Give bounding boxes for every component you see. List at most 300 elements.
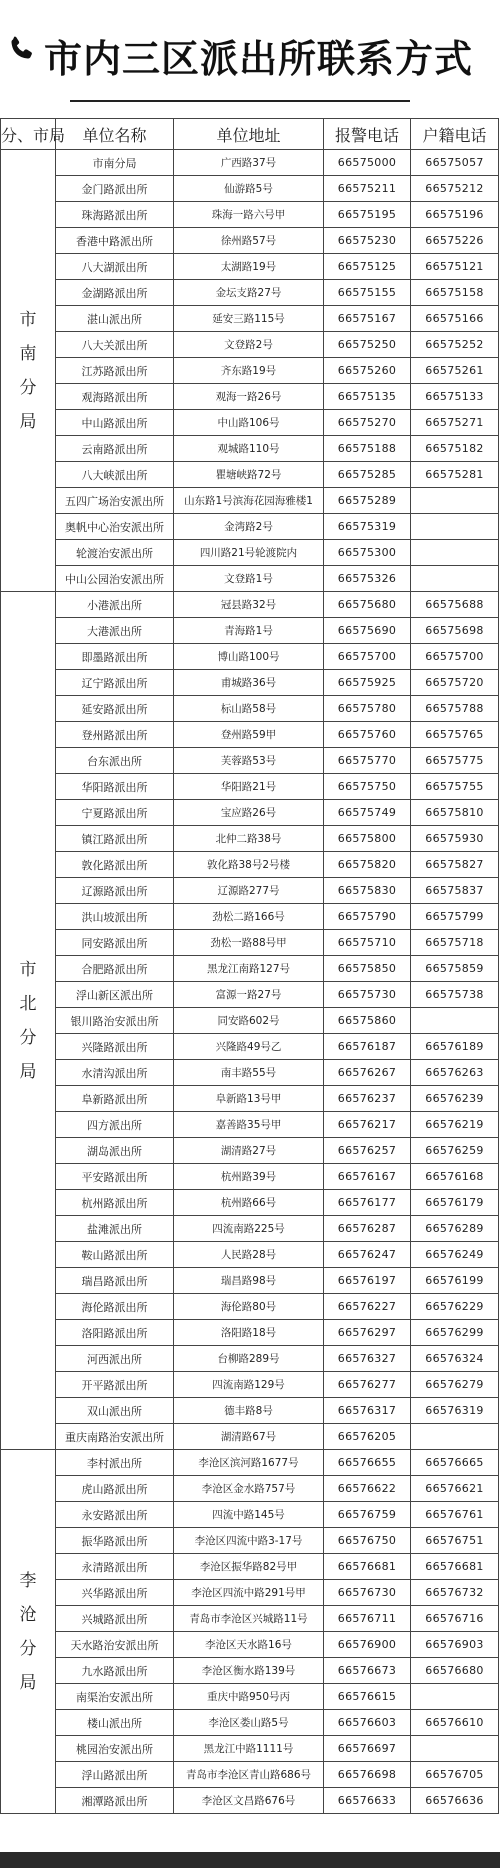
household-phone bbox=[411, 1736, 499, 1762]
table-row bbox=[1, 1762, 499, 1788]
household-phone: 66575930 bbox=[411, 826, 499, 852]
household-phone: 66576665 bbox=[411, 1450, 499, 1476]
household-phone: 66575121 bbox=[411, 254, 499, 280]
station-name: 香港中路派出所 bbox=[56, 228, 174, 254]
station-address: 重庆中路950号丙 bbox=[174, 1684, 324, 1710]
station-name: 镇江路派出所 bbox=[56, 826, 174, 852]
station-address: 四流南路129号 bbox=[174, 1372, 324, 1398]
household-phone: 66575810 bbox=[411, 800, 499, 826]
alarm-phone: 66575155 bbox=[324, 280, 411, 306]
table-row bbox=[1, 826, 499, 852]
table-row bbox=[1, 722, 499, 748]
district-name: 市北分局 bbox=[1, 592, 56, 1450]
alarm-phone: 66576197 bbox=[324, 1268, 411, 1294]
household-phone: 66575212 bbox=[411, 176, 499, 202]
table-row bbox=[1, 228, 499, 254]
station-name: 九水路派出所 bbox=[56, 1658, 174, 1684]
household-phone: 66576716 bbox=[411, 1606, 499, 1632]
station-address: 齐东路19号 bbox=[174, 358, 324, 384]
station-name: 八大峡派出所 bbox=[56, 462, 174, 488]
household-phone: 66575799 bbox=[411, 904, 499, 930]
household-phone: 66575166 bbox=[411, 306, 499, 332]
phone-icon bbox=[6, 34, 36, 64]
table-row bbox=[1, 1424, 499, 1450]
table-row bbox=[1, 1268, 499, 1294]
alarm-phone: 66576603 bbox=[324, 1710, 411, 1736]
alarm-phone: 66576257 bbox=[324, 1138, 411, 1164]
station-address: 冠县路32号 bbox=[174, 592, 324, 618]
table-row bbox=[1, 696, 499, 722]
alarm-phone: 66575790 bbox=[324, 904, 411, 930]
station-address: 李沧区振华路82号甲 bbox=[174, 1554, 324, 1580]
alarm-phone: 66575749 bbox=[324, 800, 411, 826]
alarm-phone: 66575230 bbox=[324, 228, 411, 254]
table-row bbox=[1, 1658, 499, 1684]
station-name: 水清沟派出所 bbox=[56, 1060, 174, 1086]
alarm-phone: 66576327 bbox=[324, 1346, 411, 1372]
page-title: 市内三区派出所联系方式 bbox=[44, 37, 474, 81]
station-address: 富源一路27号 bbox=[174, 982, 324, 1008]
station-name: 延安路派出所 bbox=[56, 696, 174, 722]
station-name: 同安路派出所 bbox=[56, 930, 174, 956]
station-address: 李沧区天水路16号 bbox=[174, 1632, 324, 1658]
household-phone: 66575158 bbox=[411, 280, 499, 306]
alarm-phone: 66575925 bbox=[324, 670, 411, 696]
household-phone: 66575837 bbox=[411, 878, 499, 904]
household-phone bbox=[411, 514, 499, 540]
station-name: 金门路派出所 bbox=[56, 176, 174, 202]
station-name: 湖岛派出所 bbox=[56, 1138, 174, 1164]
station-address: 兴隆路49号乙 bbox=[174, 1034, 324, 1060]
station-address: 瞿塘峡路72号 bbox=[174, 462, 324, 488]
station-name: 大港派出所 bbox=[56, 618, 174, 644]
station-address: 李沧区四流中路291号甲 bbox=[174, 1580, 324, 1606]
alarm-phone: 66576287 bbox=[324, 1216, 411, 1242]
station-name: 杭州路派出所 bbox=[56, 1190, 174, 1216]
household-phone bbox=[411, 1684, 499, 1710]
alarm-phone: 66576267 bbox=[324, 1060, 411, 1086]
table-row bbox=[1, 904, 499, 930]
station-name: 八大湖派出所 bbox=[56, 254, 174, 280]
alarm-phone: 66575300 bbox=[324, 540, 411, 566]
station-name: 奥帆中心治安派出所 bbox=[56, 514, 174, 540]
station-name: 楼山派出所 bbox=[56, 1710, 174, 1736]
station-address: 敦化路38号2号楼 bbox=[174, 852, 324, 878]
alarm-phone: 66575750 bbox=[324, 774, 411, 800]
table-row bbox=[1, 1034, 499, 1060]
table-row bbox=[1, 1112, 499, 1138]
alarm-phone: 66576711 bbox=[324, 1606, 411, 1632]
alarm-phone: 66576655 bbox=[324, 1450, 411, 1476]
table-row bbox=[1, 1606, 499, 1632]
household-phone bbox=[411, 1424, 499, 1450]
alarm-phone: 66575700 bbox=[324, 644, 411, 670]
household-phone: 66576680 bbox=[411, 1658, 499, 1684]
table-row bbox=[1, 1164, 499, 1190]
household-phone: 66575827 bbox=[411, 852, 499, 878]
table-row bbox=[1, 930, 499, 956]
station-address: 瑞昌路98号 bbox=[174, 1268, 324, 1294]
station-name: 银川路治安派出所 bbox=[56, 1008, 174, 1034]
station-name: 永安路派出所 bbox=[56, 1502, 174, 1528]
alarm-phone: 66575167 bbox=[324, 306, 411, 332]
table-row bbox=[1, 254, 499, 280]
table-row bbox=[1, 1216, 499, 1242]
station-address: 湖清路27号 bbox=[174, 1138, 324, 1164]
table-row bbox=[1, 670, 499, 696]
alarm-phone: 66576697 bbox=[324, 1736, 411, 1762]
alarm-phone: 66575125 bbox=[324, 254, 411, 280]
station-address: 李沧区娄山路5号 bbox=[174, 1710, 324, 1736]
alarm-phone: 66575730 bbox=[324, 982, 411, 1008]
household-phone: 66575698 bbox=[411, 618, 499, 644]
station-address: 仙游路5号 bbox=[174, 176, 324, 202]
table-row bbox=[1, 1710, 499, 1736]
header bbox=[0, 0, 500, 114]
station-address: 华阳路21号 bbox=[174, 774, 324, 800]
station-name: 洛阳路派出所 bbox=[56, 1320, 174, 1346]
station-address: 李沧区文昌路676号 bbox=[174, 1788, 324, 1814]
station-name: 兴华路派出所 bbox=[56, 1580, 174, 1606]
table-row bbox=[1, 878, 499, 904]
station-address: 四川路21号轮渡院内 bbox=[174, 540, 324, 566]
header-name: 单位名称 bbox=[56, 119, 174, 150]
table-row bbox=[1, 748, 499, 774]
table-row bbox=[1, 280, 499, 306]
table-row bbox=[1, 956, 499, 982]
station-address: 文登路1号 bbox=[174, 566, 324, 592]
station-address: 青岛市李沧区青山路686号 bbox=[174, 1762, 324, 1788]
station-name: 中山路派出所 bbox=[56, 410, 174, 436]
household-phone bbox=[411, 488, 499, 514]
station-address: 李沧区金水路757号 bbox=[174, 1476, 324, 1502]
station-address: 延安三路115号 bbox=[174, 306, 324, 332]
station-address: 嘉善路35号甲 bbox=[174, 1112, 324, 1138]
household-phone bbox=[411, 1008, 499, 1034]
station-name: 宁夏路派出所 bbox=[56, 800, 174, 826]
household-phone: 66576229 bbox=[411, 1294, 499, 1320]
alarm-phone: 66575188 bbox=[324, 436, 411, 462]
station-name: 即墨路派出所 bbox=[56, 644, 174, 670]
alarm-phone: 66576622 bbox=[324, 1476, 411, 1502]
station-name: 湛山派出所 bbox=[56, 306, 174, 332]
alarm-phone: 66576187 bbox=[324, 1034, 411, 1060]
household-phone: 66576636 bbox=[411, 1788, 499, 1814]
footer-bar bbox=[0, 1852, 500, 1868]
table-row bbox=[1, 644, 499, 670]
station-name: 桃园治安派出所 bbox=[56, 1736, 174, 1762]
table-row bbox=[1, 176, 499, 202]
alarm-phone: 66576227 bbox=[324, 1294, 411, 1320]
household-phone: 66575133 bbox=[411, 384, 499, 410]
table-row bbox=[1, 566, 499, 592]
station-name: 湘潭路派出所 bbox=[56, 1788, 174, 1814]
station-address: 四流中路145号 bbox=[174, 1502, 324, 1528]
alarm-phone: 66575260 bbox=[324, 358, 411, 384]
alarm-phone: 66575680 bbox=[324, 592, 411, 618]
household-phone: 66576324 bbox=[411, 1346, 499, 1372]
table-row bbox=[1, 1632, 499, 1658]
household-phone: 66576621 bbox=[411, 1476, 499, 1502]
household-phone: 66575226 bbox=[411, 228, 499, 254]
household-phone bbox=[411, 540, 499, 566]
household-phone: 66576732 bbox=[411, 1580, 499, 1606]
station-address: 广西路37号 bbox=[174, 150, 324, 176]
station-name: 中山公园治安派出所 bbox=[56, 566, 174, 592]
alarm-phone: 66575326 bbox=[324, 566, 411, 592]
station-name: 八大关派出所 bbox=[56, 332, 174, 358]
station-name: 河西派出所 bbox=[56, 1346, 174, 1372]
alarm-phone: 66576615 bbox=[324, 1684, 411, 1710]
household-phone: 66575196 bbox=[411, 202, 499, 228]
table-row bbox=[1, 1242, 499, 1268]
station-name: 开平路派出所 bbox=[56, 1372, 174, 1398]
station-name: 李村派出所 bbox=[56, 1450, 174, 1476]
table-row bbox=[1, 1060, 499, 1086]
table-body bbox=[1, 150, 499, 1814]
station-name: 海伦路派出所 bbox=[56, 1294, 174, 1320]
station-address: 杭州路66号 bbox=[174, 1190, 324, 1216]
household-phone: 66576681 bbox=[411, 1554, 499, 1580]
station-address: 观海一路26号 bbox=[174, 384, 324, 410]
alarm-phone: 66576247 bbox=[324, 1242, 411, 1268]
table-row bbox=[1, 384, 499, 410]
table-row bbox=[1, 1008, 499, 1034]
household-phone: 66575738 bbox=[411, 982, 499, 1008]
household-phone: 66576610 bbox=[411, 1710, 499, 1736]
table-row bbox=[1, 1450, 499, 1476]
station-address: 山东路1号滨海花园海雅楼1 bbox=[174, 488, 324, 514]
station-name: 阜新路派出所 bbox=[56, 1086, 174, 1112]
table-row bbox=[1, 982, 499, 1008]
station-name: 合肥路派出所 bbox=[56, 956, 174, 982]
alarm-phone: 66576633 bbox=[324, 1788, 411, 1814]
household-phone: 66576189 bbox=[411, 1034, 499, 1060]
table-row bbox=[1, 1086, 499, 1112]
station-address: 青岛市李沧区兴城路11号 bbox=[174, 1606, 324, 1632]
station-name: 观海路派出所 bbox=[56, 384, 174, 410]
household-phone: 66576289 bbox=[411, 1216, 499, 1242]
station-name: 洪山坡派出所 bbox=[56, 904, 174, 930]
table-row bbox=[1, 1476, 499, 1502]
alarm-phone: 66576297 bbox=[324, 1320, 411, 1346]
alarm-phone: 66576750 bbox=[324, 1528, 411, 1554]
alarm-phone: 66576217 bbox=[324, 1112, 411, 1138]
station-address: 北仲二路38号 bbox=[174, 826, 324, 852]
alarm-phone: 66576317 bbox=[324, 1398, 411, 1424]
household-phone: 66576319 bbox=[411, 1398, 499, 1424]
station-name: 瑞昌路派出所 bbox=[56, 1268, 174, 1294]
household-phone: 66575859 bbox=[411, 956, 499, 982]
station-name: 振华路派出所 bbox=[56, 1528, 174, 1554]
alarm-phone: 66575820 bbox=[324, 852, 411, 878]
table-row bbox=[1, 514, 499, 540]
household-phone: 66576705 bbox=[411, 1762, 499, 1788]
station-address: 人民路28号 bbox=[174, 1242, 324, 1268]
alarm-phone: 66575289 bbox=[324, 488, 411, 514]
alarm-phone: 66575250 bbox=[324, 332, 411, 358]
alarm-phone: 66576177 bbox=[324, 1190, 411, 1216]
station-name: 台东派出所 bbox=[56, 748, 174, 774]
table-row bbox=[1, 1190, 499, 1216]
table-row bbox=[1, 852, 499, 878]
table-row bbox=[1, 488, 499, 514]
alarm-phone: 66575770 bbox=[324, 748, 411, 774]
table-row bbox=[1, 800, 499, 826]
household-phone: 66576219 bbox=[411, 1112, 499, 1138]
station-address: 博山路100号 bbox=[174, 644, 324, 670]
table-row bbox=[1, 1372, 499, 1398]
alarm-phone: 66575319 bbox=[324, 514, 411, 540]
household-phone: 66575718 bbox=[411, 930, 499, 956]
table-row bbox=[1, 1580, 499, 1606]
station-address: 李沧区滨河路1677号 bbox=[174, 1450, 324, 1476]
station-name: 永清路派出所 bbox=[56, 1554, 174, 1580]
station-address: 文登路2号 bbox=[174, 332, 324, 358]
station-address: 观城路110号 bbox=[174, 436, 324, 462]
household-phone: 66575700 bbox=[411, 644, 499, 670]
header-address: 单位地址 bbox=[174, 119, 324, 150]
station-address: 登州路59甲 bbox=[174, 722, 324, 748]
station-name: 重庆南路治安派出所 bbox=[56, 1424, 174, 1450]
station-name: 小港派出所 bbox=[56, 592, 174, 618]
station-address: 李沧区衡水路139号 bbox=[174, 1658, 324, 1684]
household-phone: 66575775 bbox=[411, 748, 499, 774]
table-row bbox=[1, 618, 499, 644]
alarm-phone: 66575690 bbox=[324, 618, 411, 644]
alarm-phone: 66575270 bbox=[324, 410, 411, 436]
household-phone: 66576239 bbox=[411, 1086, 499, 1112]
station-address: 劲松一路88号甲 bbox=[174, 930, 324, 956]
household-phone: 66576179 bbox=[411, 1190, 499, 1216]
table-row bbox=[1, 774, 499, 800]
station-address: 辽源路277号 bbox=[174, 878, 324, 904]
station-name: 天水路治安派出所 bbox=[56, 1632, 174, 1658]
table-row bbox=[1, 1554, 499, 1580]
table-row bbox=[1, 306, 499, 332]
table-row bbox=[1, 540, 499, 566]
household-phone: 66575755 bbox=[411, 774, 499, 800]
station-name: 鞍山路派出所 bbox=[56, 1242, 174, 1268]
household-phone: 66576903 bbox=[411, 1632, 499, 1658]
household-phone: 66576168 bbox=[411, 1164, 499, 1190]
table-row bbox=[1, 1398, 499, 1424]
station-address: 金坛支路27号 bbox=[174, 280, 324, 306]
alarm-phone: 66575780 bbox=[324, 696, 411, 722]
table-header-row bbox=[1, 119, 499, 150]
alarm-phone: 66576237 bbox=[324, 1086, 411, 1112]
district-name: 市南分局 bbox=[1, 150, 56, 592]
table-row bbox=[1, 1684, 499, 1710]
alarm-phone: 66575710 bbox=[324, 930, 411, 956]
police-station-table bbox=[0, 118, 499, 1814]
alarm-phone: 66575830 bbox=[324, 878, 411, 904]
household-phone: 66575688 bbox=[411, 592, 499, 618]
station-name: 云南路派出所 bbox=[56, 436, 174, 462]
header-alarm-phone: 报警电话 bbox=[324, 119, 411, 150]
station-name: 轮渡治安派出所 bbox=[56, 540, 174, 566]
household-phone: 66576249 bbox=[411, 1242, 499, 1268]
alarm-phone: 66576673 bbox=[324, 1658, 411, 1684]
header-district: 分、市局 bbox=[1, 119, 56, 150]
household-phone: 66576199 bbox=[411, 1268, 499, 1294]
alarm-phone: 66575860 bbox=[324, 1008, 411, 1034]
station-address: 德丰路8号 bbox=[174, 1398, 324, 1424]
station-address: 杭州路39号 bbox=[174, 1164, 324, 1190]
station-name: 盐滩派出所 bbox=[56, 1216, 174, 1242]
table-row bbox=[1, 150, 499, 176]
alarm-phone: 66576277 bbox=[324, 1372, 411, 1398]
station-name: 兴隆路派出所 bbox=[56, 1034, 174, 1060]
household-phone: 66575261 bbox=[411, 358, 499, 384]
station-address: 湖清路67号 bbox=[174, 1424, 324, 1450]
household-phone: 66575788 bbox=[411, 696, 499, 722]
station-name: 南渠治安派出所 bbox=[56, 1684, 174, 1710]
station-name: 市南分局 bbox=[56, 150, 174, 176]
household-phone: 66575765 bbox=[411, 722, 499, 748]
station-name: 敦化路派出所 bbox=[56, 852, 174, 878]
station-address: 劲松二路166号 bbox=[174, 904, 324, 930]
station-address: 台柳路289号 bbox=[174, 1346, 324, 1372]
station-name: 金湖路派出所 bbox=[56, 280, 174, 306]
table-row bbox=[1, 410, 499, 436]
station-name: 华阳路派出所 bbox=[56, 774, 174, 800]
station-name: 双山派出所 bbox=[56, 1398, 174, 1424]
station-address: 阜新路13号甲 bbox=[174, 1086, 324, 1112]
station-name: 虎山路派出所 bbox=[56, 1476, 174, 1502]
station-address: 青海路1号 bbox=[174, 618, 324, 644]
station-address: 同安路602号 bbox=[174, 1008, 324, 1034]
station-name: 江苏路派出所 bbox=[56, 358, 174, 384]
alarm-phone: 66575760 bbox=[324, 722, 411, 748]
title-underline bbox=[70, 100, 410, 102]
station-name: 浮山新区派出所 bbox=[56, 982, 174, 1008]
table-row bbox=[1, 462, 499, 488]
station-address: 甫城路36号 bbox=[174, 670, 324, 696]
station-name: 五四广场治安派出所 bbox=[56, 488, 174, 514]
station-address: 中山路106号 bbox=[174, 410, 324, 436]
station-name: 浮山路派出所 bbox=[56, 1762, 174, 1788]
station-address: 徐州路57号 bbox=[174, 228, 324, 254]
table-row bbox=[1, 1346, 499, 1372]
alarm-phone: 66575195 bbox=[324, 202, 411, 228]
table-row bbox=[1, 1788, 499, 1814]
alarm-phone: 66576759 bbox=[324, 1502, 411, 1528]
alarm-phone: 66575211 bbox=[324, 176, 411, 202]
alarm-phone: 66576167 bbox=[324, 1164, 411, 1190]
alarm-phone: 66576730 bbox=[324, 1580, 411, 1606]
station-address: 珠海一路六号甲 bbox=[174, 202, 324, 228]
household-phone bbox=[411, 566, 499, 592]
station-address: 黑龙江南路127号 bbox=[174, 956, 324, 982]
station-address: 南丰路55号 bbox=[174, 1060, 324, 1086]
table-row bbox=[1, 592, 499, 618]
table-row bbox=[1, 436, 499, 462]
station-address: 金湾路2号 bbox=[174, 514, 324, 540]
station-address: 四流南路225号 bbox=[174, 1216, 324, 1242]
table-row bbox=[1, 332, 499, 358]
table-row bbox=[1, 358, 499, 384]
table-row bbox=[1, 202, 499, 228]
household-phone: 66576259 bbox=[411, 1138, 499, 1164]
household-phone: 66575281 bbox=[411, 462, 499, 488]
station-address: 海伦路80号 bbox=[174, 1294, 324, 1320]
alarm-phone: 66575800 bbox=[324, 826, 411, 852]
household-phone: 66576279 bbox=[411, 1372, 499, 1398]
station-name: 平安路派出所 bbox=[56, 1164, 174, 1190]
alarm-phone: 66576205 bbox=[324, 1424, 411, 1450]
alarm-phone: 66575135 bbox=[324, 384, 411, 410]
